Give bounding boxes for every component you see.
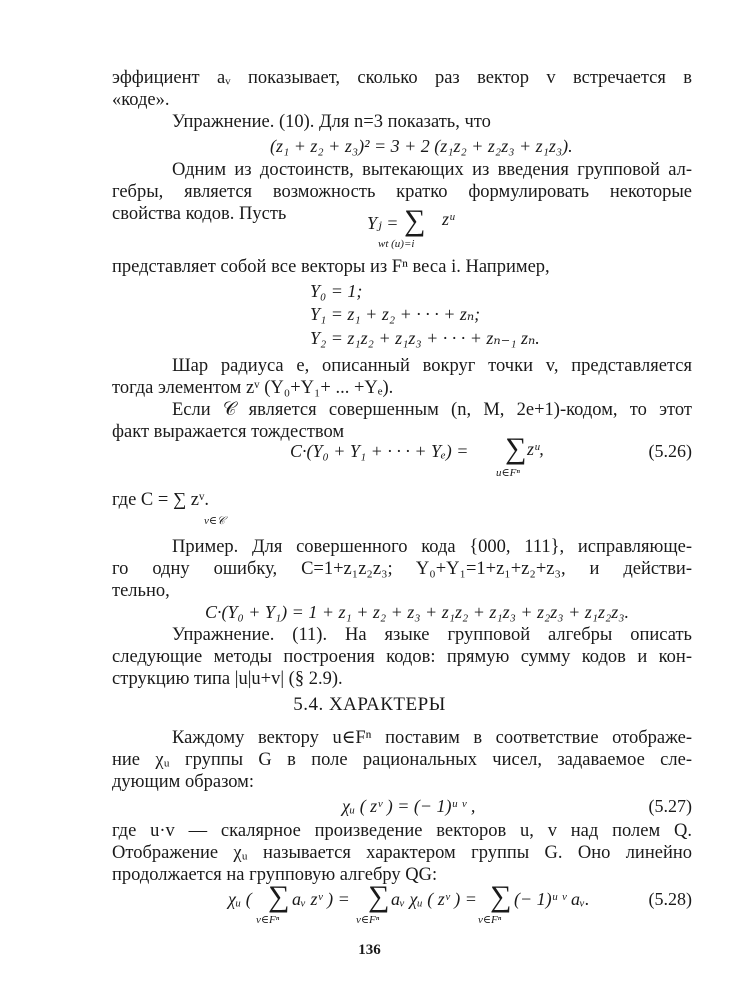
text-line: свойства кодов. Пусть [112,204,287,224]
text-line: ние χᵤ группы G в поле рациональных чисел, задаваемое сле- [112,750,692,770]
equation-y1: Y₁ = z₁ + z₂ + · · · + zₙ; [310,304,481,324]
equation-square: (z₁ + z₂ + z₃)² = 3 + 2 (z₁z₂ + z₂z₃ + z₁z₃). [270,136,573,156]
equation-number: (5.27) [648,796,692,816]
text-line: эффициент aᵥ показывает, сколько раз вектор v встречается в [112,68,692,88]
sum-subscript: v∈Fⁿ [356,914,380,926]
text-line: Если 𝒞 является совершенным (n, M, 2e+1)-кодом, то этот [172,400,692,420]
sum-subscript: u∈Fⁿ [496,467,520,479]
text-line: Отображение χᵤ называется характером группы G. Оно линейно [112,843,692,863]
text-line: следующие методы построения кодов: прямую сумму кодов и кон- [112,647,692,667]
text-line: Одним из достоинств, вытекающих из введения групповой ал- [172,160,692,180]
sum-sign: ∑ [505,432,527,465]
equation-5-27: χᵤ ( zᵛ ) = (− 1)ᵘ ᵛ , [342,796,476,816]
text-line: Шар радиуса e, описанный вокруг точки v, представляется [172,356,692,376]
text-line: струкцию типа |u|u+v| (§ 2.9). [112,669,343,689]
sum-subscript: v∈Fⁿ [478,914,502,926]
text-line: гебры, является возможность кратко формулировать некоторые [112,182,692,202]
sum-sign: ∑ [368,880,390,913]
text-line: где C = ∑ zᵛ. [112,490,210,510]
equation-5-28-part: χᵤ ( [228,889,252,909]
text-line: продолжается на групповую алгебру QG: [112,865,438,885]
equation-y2: Y₂ = z₁z₂ + z₁z₃ + · · · + zₙ₋₁ zₙ. [310,328,540,348]
text-line: факт выражается тождеством [112,422,345,442]
exercise-11-line: Упражнение. (11). На языке групповой алгебры описать [172,625,692,645]
sum-subscript: v∈Fⁿ [256,914,280,926]
equation-number: (5.28) [648,889,692,909]
text-line: дующим образом: [112,772,255,792]
text-line: тогда элементом zᵛ (Y₀+Y₁+ ... +Yₑ). [112,378,394,398]
text-line: где u·v — скалярное произведение векторов u, v над полем Q. [112,821,692,841]
equation-yj-lhs: Yⱼ = [367,213,399,233]
equation-example: C·(Y₀ + Y₁) = 1 + z₁ + z₂ + z₃ + z₁z₂ + z₁z₃ + z₂z₃ + z₁z₂z₃. [205,602,630,622]
equation-5-28-part: (− 1)ᵘ ᵛ aᵥ. [514,889,590,909]
sum-sign: ∑ [490,880,512,913]
sum-subscript: wt (u)=i [378,238,415,250]
text-line: представляет собой все векторы из Fⁿ веса i. Например, [112,257,550,277]
equation-y0: Y₀ = 1; [310,281,363,301]
equation-yj-rhs: zᵘ [442,209,455,229]
sum-sign: ∑ [404,204,426,237]
equation-5-26-lhs: C·(Y₀ + Y₁ + · · · + Yₑ) = [290,441,469,461]
equation-number: (5.26) [648,441,692,461]
example-line: Пример. Для совершенного кода {000, 111}, исправляюще- [172,537,692,557]
sum-subscript: v∈𝒞 [204,515,226,527]
page-number: 136 [358,942,381,958]
equation-5-28-part: aᵥ χᵤ ( zᵛ ) = [391,889,477,909]
text-line: го одну ошибку, C=1+z₁z₂z₃; Y₀+Y₁=1+z₁+z₂+z₃, и действи- [112,559,692,579]
equation-5-26-rhs: zᵘ, [527,439,544,459]
section-heading: 5.4. ХАРАКТЕРЫ [293,694,446,715]
text-line: «коде». [112,90,170,110]
text-line: Каждому вектору u∈Fⁿ поставим в соответствие отображе- [172,728,692,748]
exercise-10-line: Упражнение. (10). Для n=3 показать, что [172,112,491,132]
text-line: тельно, [112,581,170,601]
sum-sign: ∑ [268,880,290,913]
equation-5-28-part: aᵥ zᵛ ) = [292,889,350,909]
